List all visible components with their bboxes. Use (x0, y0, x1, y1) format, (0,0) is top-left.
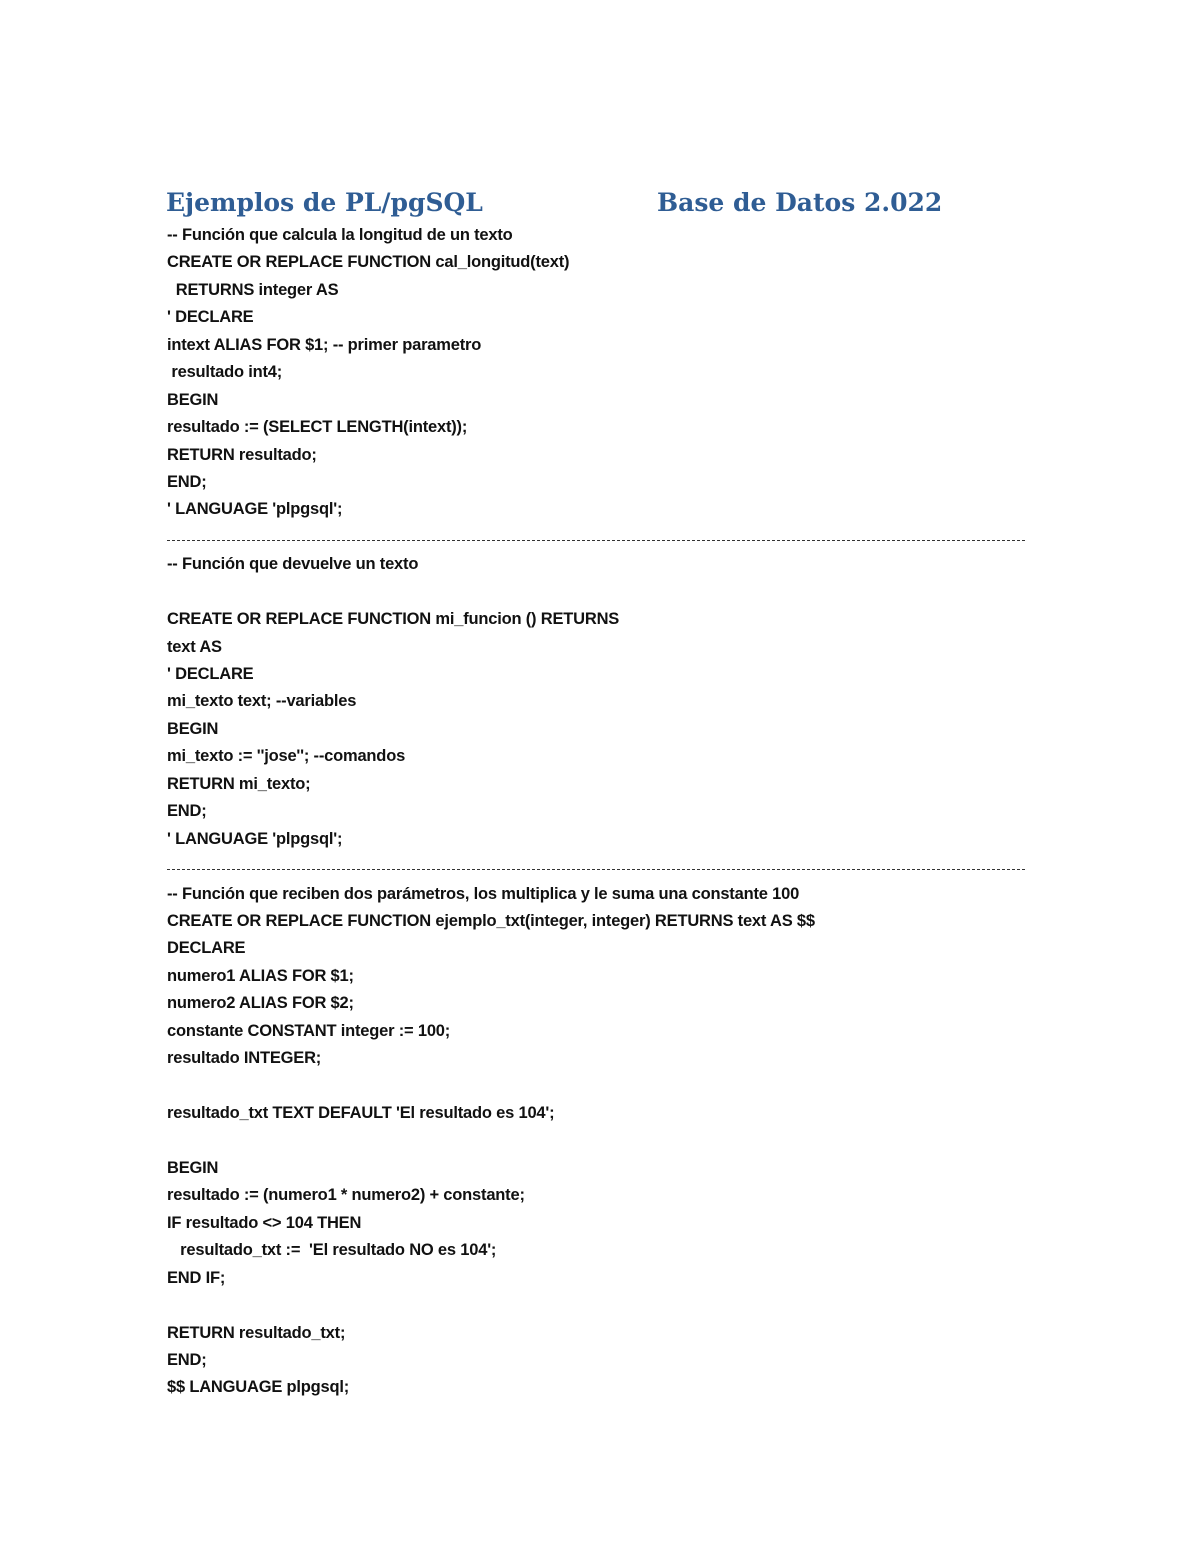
code-line: CREATE OR REPLACE FUNCTION ejemplo_txt(integer, integer) RETURNS text AS $$ (167, 911, 815, 930)
code-line: resultado := (SELECT LENGTH(intext)); (167, 418, 468, 437)
code-line (167, 1073, 1027, 1100)
code-line: $$ LANGUAGE plpgsql; (167, 1378, 350, 1397)
code-line: BEGIN (167, 1158, 219, 1177)
code-line: resultado INTEGER; (167, 1049, 322, 1068)
code-line: resultado_txt TEXT DEFAULT 'El resultado es 104'; (167, 1104, 555, 1122)
code-line: mi_texto := ''jose''; --comandos (167, 747, 406, 766)
code-comment-line: -- Función que calcula la longitud de un texto (167, 226, 513, 244)
code-line: numero2 ALIAS FOR $2; (167, 994, 354, 1013)
code-line: BEGIN (167, 719, 219, 738)
code-line: IF resultado <> 104 THEN (167, 1213, 362, 1232)
code-line: RETURN mi_texto; (167, 774, 311, 793)
code-line: DECLARE (167, 939, 246, 958)
code-line: resultado int4; (167, 363, 283, 382)
code-line (167, 579, 1027, 606)
code-comment-line: -- Función que devuelve un texto (167, 555, 419, 574)
code-line: CREATE OR REPLACE FUNCTION mi_funcion () RETURNS (167, 610, 620, 629)
code-line: END; (167, 1350, 207, 1369)
code-line: text AS (167, 637, 222, 656)
code-line: CREATE OR REPLACE FUNCTION cal_longitud(text) (167, 253, 570, 272)
code-comment-line: -- Función que reciben dos parámetros, los multiplica y le suma una constante 100 (167, 884, 800, 903)
code-line: END; (167, 802, 207, 821)
code-line: resultado := (numero1 * numero2) + constante; (167, 1186, 525, 1205)
code-line (167, 1127, 1027, 1154)
code-line: RETURN resultado; (167, 445, 317, 464)
code-line: RETURNS integer AS (167, 280, 339, 299)
dashed-separator (167, 853, 1027, 880)
code-line: ' LANGUAGE 'plpgsql'; (167, 500, 343, 519)
code-line: mi_texto text; --variables (167, 692, 357, 711)
course-title: Base de Datos 2.022 (657, 188, 943, 217)
dashed-separator (167, 524, 1027, 551)
code-line: resultado_txt := 'El resultado NO es 104'; (167, 1241, 497, 1260)
code-line: numero1 ALIAS FOR $1; (167, 966, 354, 985)
code-line: ' DECLARE (167, 665, 254, 683)
code-listing (167, 222, 1027, 1402)
code-line: BEGIN (167, 390, 219, 409)
code-line: END; (167, 472, 207, 491)
code-line: constante CONSTANT integer := 100; (167, 1021, 451, 1040)
code-line: intext ALIAS FOR $1; -- primer parametro (167, 335, 482, 354)
code-line: ' LANGUAGE 'plpgsql'; (167, 829, 343, 848)
code-line: RETURN resultado_txt; (167, 1323, 346, 1342)
document-title: Ejemplos de PL/pgSQL (166, 188, 483, 217)
code-line: END IF; (167, 1268, 226, 1287)
code-line: ' DECLARE (167, 308, 254, 327)
code-line (167, 1292, 1027, 1319)
